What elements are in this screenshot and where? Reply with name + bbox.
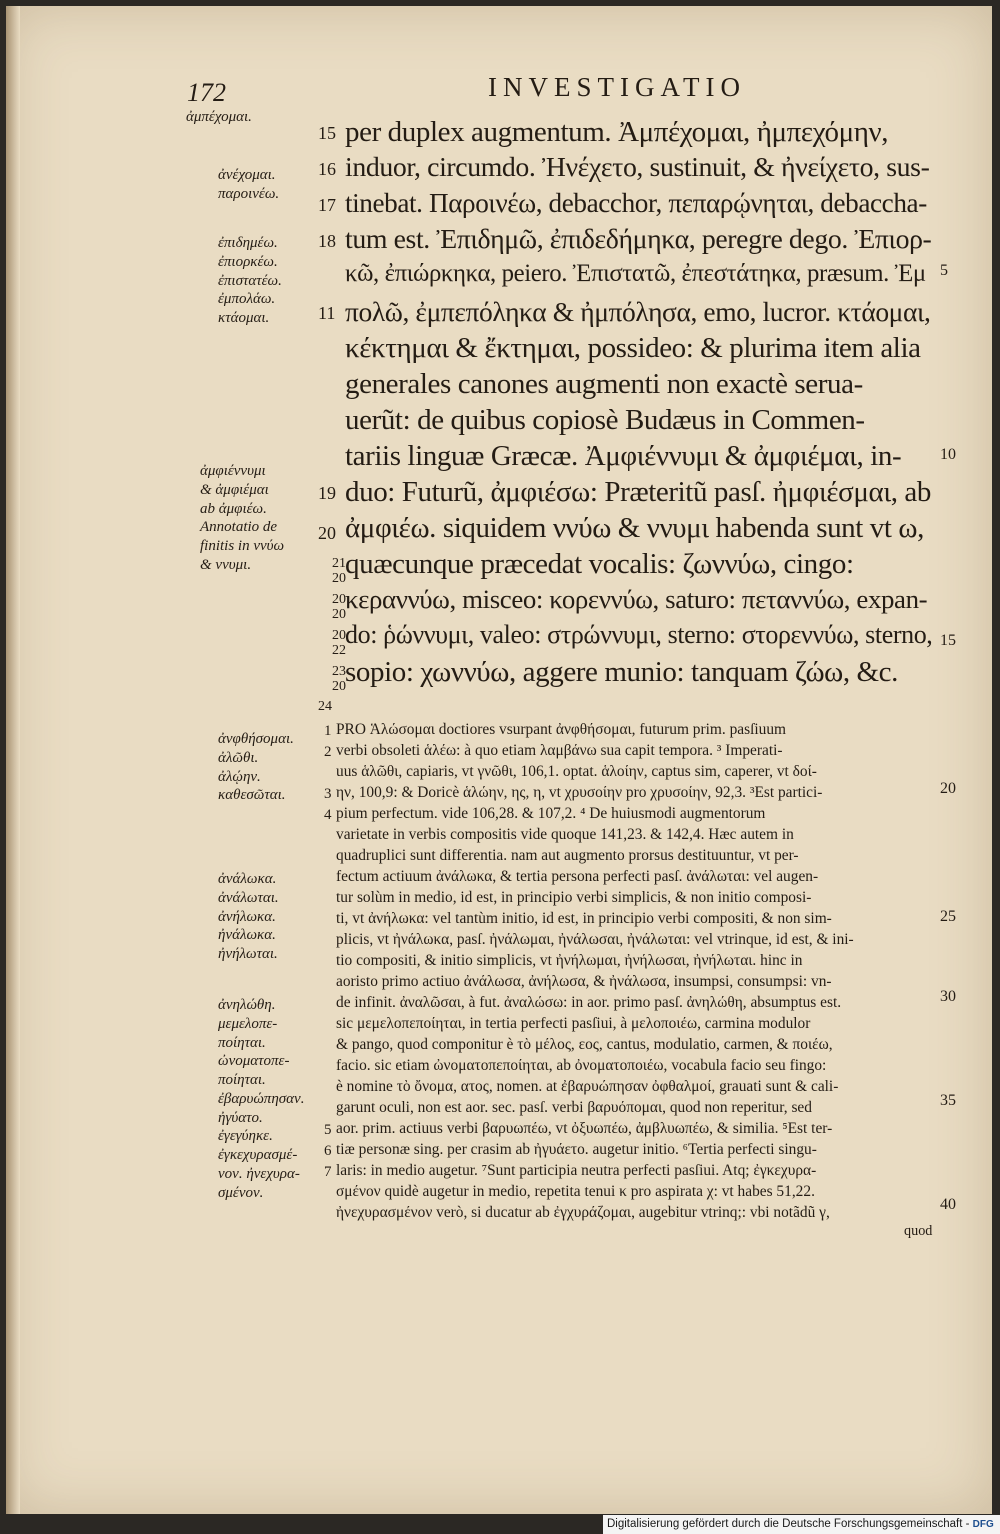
text-line: per duplex augmentum. Ἀμπέχομαι, ἠμπεχόμην,: [345, 116, 889, 148]
margin-note: ἀμφιέννυμι & ἀμφιέμαι ab ἀμφιέω. Annotatio de finitis in ννύω & ννυμι.: [200, 463, 285, 573]
note-line: ἠνεχυρασμένον verò, si ducatur ab ἐγχυράζομαι, augebitur vtrinq;: vbi notãdũ γ,: [336, 1204, 830, 1221]
note-line: ην, 100,9: & Doricè ἁλώην, ης, η, vt χρυσοίην pro χρυσοίην, 92,3. ³Est partici-: [336, 784, 823, 801]
text-line: quæcunque præcedat vocalis: ζωννύω, cingo:: [345, 548, 854, 580]
text-line: induor, circumdo. Ἠνέχετο, sustinuit, & ἠνείχετο, sus-: [345, 152, 930, 183]
page-number: 172: [187, 78, 226, 107]
note-number: 1: [324, 723, 332, 739]
note-number: 3: [324, 786, 332, 802]
note-line: facio. sic etiam ὠνοματοπεποίηται, ab ὀνοματοποιέω, vocabula facio seu fingo:: [336, 1057, 827, 1074]
text-line: κεραννύω, misceo: κορεννύω, saturo: πεταννύω, expan-: [345, 584, 928, 614]
note-line: laris: in medio augetur. ⁷Sunt participia neutra perfecti pasſiui. Atq; ἐγκεχυρα-: [336, 1162, 817, 1179]
text-line: do: ῥώννυμι, valeo: στρώννυμι, sterno: στορεννύω, sterno,: [345, 620, 933, 649]
line-number: 19: [318, 483, 336, 503]
note-line: tio compositi, & initio simplicis, vt ἠνήλωμαι, ἠνήλωσαι, ἠνήλωται. hinc in: [336, 952, 803, 969]
note-number: 4: [324, 807, 332, 823]
note-line: tiæ personæ sing. per crasim ab ἠγυάετο. augetur initio. ⁶Tertia perfecti singu-: [336, 1141, 817, 1158]
line-number: 20 20: [332, 592, 346, 622]
line-number: 23 20: [332, 664, 346, 694]
line-counter: 40: [940, 1196, 956, 1213]
text-line: tinebat. Παροινέω, debacchor, πεπαρῴνηται, debaccha-: [345, 188, 927, 218]
note-line: σμένον quidè augetur in medio, repetita tenui κ pro aspirata χ: vt habes 51,22.: [336, 1183, 815, 1200]
text-line: πολῶ, ἐμπεπόληκα & ἠμπόλησα, emo, lucror. κτάομαι,: [345, 296, 931, 327]
note-line: plicis, vt ἠνάλωκα, pasſ. ἠνάλωμαι, ἠνάλωσαι, ἠνάλωται: vel vtrinque, id est, & ini-: [336, 931, 854, 948]
line-number: 24: [318, 699, 332, 714]
line-counter: 5: [940, 262, 948, 279]
note-line: de infinit. ἀναλῶσαι, à fut. ἀναλώσω: in aor. primo pasſ. ἀνηλώθη, absumptus est.: [336, 994, 842, 1011]
note-line: fectum actiuum ἀνάλωκα, & tertia persona perfecti pasſ. ἀνάλωται: vel augen-: [336, 868, 819, 885]
line-number: 21 20: [332, 556, 346, 586]
digitization-footer: [603, 1515, 1000, 1534]
running-head: INVESTIGATIO: [488, 72, 746, 102]
line-number: 20 22: [332, 628, 346, 658]
note-line: uus ἁλῶθι, capiaris, vt γνῶθι, 106,1. optat. ἁλοίην, captus sim, caperer, vt δοί-: [336, 763, 817, 780]
note-number: 5: [324, 1122, 332, 1138]
line-counter: 20: [940, 780, 956, 797]
line-counter: 35: [940, 1092, 956, 1109]
margin-note: ἀνάλωκα. ἀνάλωται. ἀνήλωκα. ἠνάλωκα. ἠνήλωται.: [218, 871, 279, 962]
line-number: 16: [318, 159, 336, 179]
text-line: tariis linguæ Græcæ. Ἀμφιέννυμι & ἀμφιέμαι, in-: [345, 440, 902, 472]
margin-note: ἀνηλώθη. μεμελοπε- ποίηται. ὠνοματοπε- ποίηται. ἐβαρυώπησαν. ἠγύατο. ἐγεγύηκε. ἐγκεχυρασμέ- νον. ἠνεχυρα- σμένον.: [218, 997, 305, 1201]
text-line: duo: Futurũ, ἀμφιέσω: Præteritũ pasſ. ἠμφιέσμαι, ab: [345, 476, 932, 508]
line-number: 15: [318, 123, 336, 143]
text-line: generales canones augmenti non exactè serua-: [345, 368, 863, 400]
line-counter: 30: [940, 988, 956, 1005]
text-line: κῶ, ἐπιώρκηκα, peiero. Ἐπιστατῶ, ἐπεστάτηκα, præsum. Ἐμ: [345, 260, 926, 287]
text-line: ἀμφιέω. siquidem ννύω & ννυμι habenda sunt vt ω,: [345, 512, 924, 544]
note-line: & pango, quod componitur è τὸ μέλος, εος, cantus, modulatio, carmen, & ποιέω,: [336, 1036, 833, 1053]
line-number: 20: [318, 523, 336, 543]
margin-note: ἀνφθήσομαι. ἀλῶθι. ἀλῴην. καθεσῶται.: [218, 731, 294, 804]
note-line: PRO Ἁλώσομαι doctiores vsurpant ἀνφθήσομαι, futurum prim. pasſiuum: [336, 721, 786, 738]
dfg-logo: DFG: [972, 1519, 994, 1530]
note-line: varietate in verbis compositis vide quoque 141,23. & 142,4. Hæc autem in: [336, 826, 794, 843]
note-line: verbi obsoleti ἁλέω: à quo etiam λαμβάνω sua capit tempora. ³ Imperati-: [336, 742, 783, 759]
margin-note: ἐπιδημέω. ἐπιορκέω. ἐπιστατέω. ἐμπολάω. κτάομαι.: [218, 235, 282, 326]
note-line: sic μεμελοπεποίηται, in tertia perfecti pasſiui, à μελοποιέω, carmina modulor: [336, 1015, 811, 1032]
text-line: κέκτημαι & ἔκτημαι, possideo: & plurima item alia: [345, 332, 921, 364]
note-line: ti, vt ἀνήλωκα: vel tantùm initio, id est, in principio verbi compositi, & non sim-: [336, 910, 832, 927]
line-number: 11: [318, 303, 336, 323]
note-line: tur solùm in medio, id est, in principio verbi simplicis, & non initio composi-: [336, 889, 812, 906]
margin-note: ἀνέχομαι. παροινέω.: [218, 167, 280, 202]
line-number: 17: [318, 195, 336, 215]
line-number: 18: [318, 231, 336, 251]
margin-note: ἀμπέχομαι.: [186, 109, 252, 125]
note-number: 2: [324, 744, 332, 760]
note-line: quadruplici sunt differentia. nam aut augmento prorsus destituuntur, vt per-: [336, 847, 799, 864]
text-line: uerũt: de quibus copiosè Budæus in Commen-: [345, 404, 865, 436]
note-line: quod: [904, 1223, 933, 1239]
line-counter: 15: [940, 632, 956, 649]
line-counter: 10: [940, 446, 956, 463]
note-line: pium perfectum. vide 106,28. & 107,2. ⁴ De huiusmodi augmentorum: [336, 805, 766, 822]
note-line: è nomine τὸ ὄνομα, ατος, nomen. at ἐβαρυώπησαν ὀφθαλμοί, grauati sunt & cali-: [336, 1078, 839, 1095]
note-number: 6: [324, 1143, 332, 1159]
note-line: aor. prim. actiuus verbi βαρυωπέω, vt ὀξυωπέω, ἀμβλυωπέω, & similia. ⁵Est ter-: [336, 1120, 833, 1137]
page-gutter-shadow: [6, 6, 20, 1514]
note-number: 7: [324, 1164, 332, 1180]
text-line: sopio: χωννύω, aggere munio: tanquam ζώω, &c.: [345, 656, 899, 688]
footer-text: Digitalisierung gefördert durch die Deutsche Forschungsgemeinschaft -: [607, 1518, 970, 1530]
note-line: aoristo primo actiuo ἀνάλωσα, ἀνήλωσα, & ἠνάλωσα, insumpsi, consumpsi: vn-: [336, 973, 832, 990]
text-line: tum est. Ἐπιδημῶ, ἐπιδεδήμηκα, peregre dego. Ἐπιορ-: [345, 224, 932, 255]
note-line: garunt oculi, non est aor. sec. pasſ. verbi βαρυόπομαι, quod non reperitur, sed: [336, 1099, 812, 1116]
line-counter: 25: [940, 908, 956, 925]
